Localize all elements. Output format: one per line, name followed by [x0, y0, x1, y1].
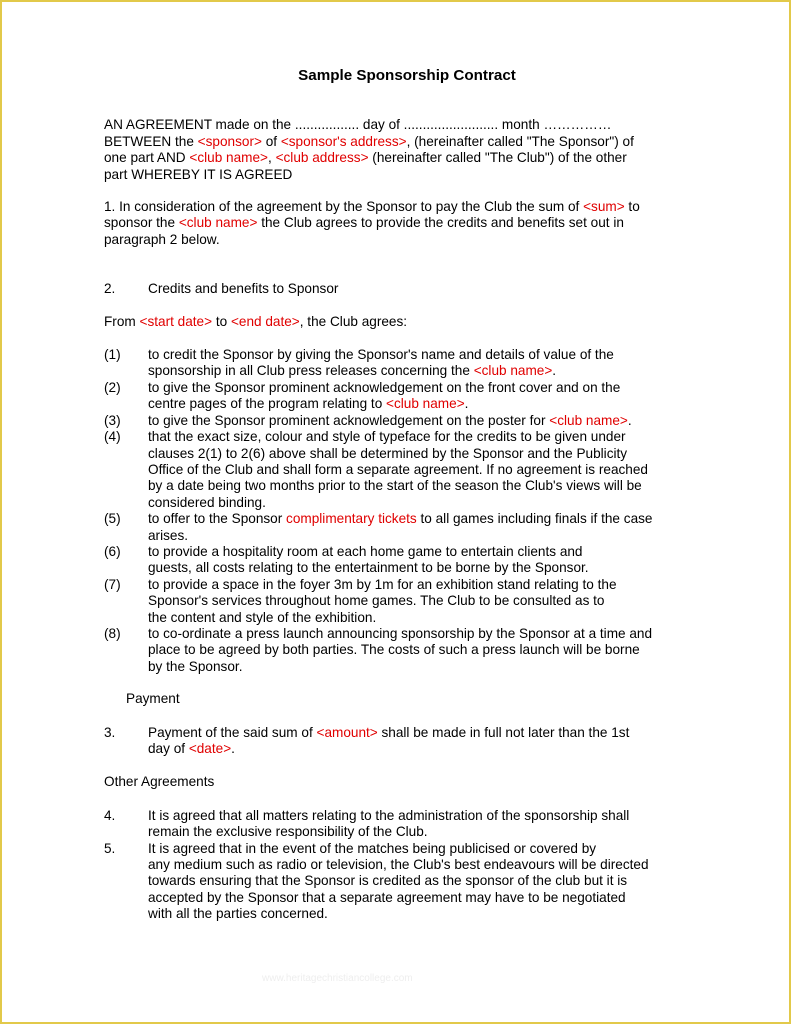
clause-text: . [231, 741, 235, 756]
intro-paragraph [104, 117, 704, 183]
payment-heading: Payment [126, 691, 180, 707]
clause-text: From [104, 313, 140, 329]
item-number: 5. [104, 840, 116, 856]
document-title: Sample Sponsorship Contract [298, 67, 516, 84]
item-line: Sponsor's services throughout home games. The Club to be consulted as to [148, 593, 605, 609]
clause-2-period [104, 314, 704, 330]
item-line: to provide a space in the foyer 3m by 1m for an exhibition stand relating to the [148, 576, 617, 592]
placeholder-date: <date> [188, 741, 232, 756]
item-line: the content and style of the exhibition. [148, 609, 377, 625]
item-text: to all games including finals if the case [416, 511, 653, 527]
intro-text: , [268, 150, 276, 166]
item-line: towards ensuring that the Sponsor is credited as the sponsor of the club but it is [148, 873, 628, 889]
placeholder-club-name: <club name> [189, 150, 268, 166]
list-item [104, 347, 704, 380]
clause-text: day of [148, 741, 189, 756]
item-number: 4. [104, 807, 116, 823]
list-item [104, 429, 704, 511]
item-line: considered binding. [148, 494, 266, 510]
clause-line [104, 199, 704, 215]
placeholder-club-name: <club name> [549, 412, 628, 428]
other-agreements-heading: Other Agreements [104, 774, 215, 790]
item-line: any medium such as radio or television, the Club's best endeavours will be directed [148, 857, 649, 873]
list-item [104, 841, 704, 923]
placeholder-sum: <sum> [583, 199, 625, 215]
intro-text: part WHEREBY IT IS AGREED [104, 166, 293, 182]
item-text: to offer to the Sponsor [148, 511, 287, 527]
intro-line [104, 150, 704, 166]
placeholder-sponsor-address: <sponsor's address> [280, 133, 407, 149]
intro-text: BETWEEN the [104, 133, 198, 149]
placeholder-complimentary-tickets: complimentary tickets [286, 511, 417, 527]
item-line: clauses 2(1) to 2(6) above shall be determined by the Sponsor and the Publicity [148, 445, 628, 461]
item-text: centre pages of the program relating to [148, 396, 387, 412]
item-line: place to be agreed by both parties. The costs of such a press launch will be borne [148, 642, 640, 658]
clause-1 [104, 199, 704, 248]
item-line [148, 396, 704, 412]
item-line: that the exact size, colour and style of typeface for the credits to be given under [148, 429, 626, 445]
list-item [104, 544, 704, 577]
item-line: arises. [148, 527, 189, 543]
item-text: sponsorship in all Club press releases concerning the [148, 363, 474, 379]
item-text: to give the Sponsor prominent acknowledgement on the poster for [148, 412, 550, 428]
item-number: (7) [104, 576, 121, 592]
item-number: (2) [104, 379, 121, 395]
item-line: guests, all costs relating to the entertainment to be borne by the Sponsor. [148, 560, 589, 576]
benefits-list [104, 347, 704, 675]
list-item [104, 626, 704, 675]
intro-text: , (hereinafter called "The Sponsor") of [406, 133, 634, 149]
item-line: to give the Sponsor prominent acknowledgement on the front cover and on the [148, 379, 621, 395]
clause-number: 2. [104, 281, 116, 297]
clause-text: the Club agrees to provide the credits and benefits set out in [257, 215, 624, 231]
item-number: (6) [104, 543, 121, 559]
item-line: by a date being two months prior to the start of the season the Club's views will be [148, 478, 642, 494]
intro-line [104, 117, 704, 133]
item-number: (8) [104, 625, 121, 641]
item-line [148, 363, 704, 379]
placeholder-club-name: <club name> [178, 215, 258, 231]
intro-text: of [261, 133, 281, 149]
intro-line [104, 134, 704, 150]
other-agreements-list [104, 808, 704, 923]
clause-text: 1. In consideration of the agreement by the Sponsor to pay the Club the sum of [104, 199, 584, 215]
clause-text: Payment of the said sum of [148, 724, 317, 740]
clause-text: , the Club agrees: [299, 313, 408, 329]
item-line: It is agreed that all matters relating to the administration of the sponsorship shall [148, 807, 630, 823]
item-number: (1) [104, 347, 121, 363]
item-number: (5) [104, 511, 121, 527]
item-line: by the Sponsor. [148, 658, 243, 674]
clause-text: to [212, 313, 231, 329]
clause-heading: Credits and benefits to Sponsor [148, 281, 339, 297]
clause-text: sponsor the [104, 215, 179, 231]
contract-document [104, 68, 704, 923]
list-item [104, 808, 704, 841]
placeholder-start-date: <start date> [139, 313, 213, 329]
placeholder-amount: <amount> [316, 724, 378, 740]
list-item [104, 413, 704, 429]
list-item [104, 380, 704, 413]
list-item [104, 511, 704, 544]
placeholder-sponsor: <sponsor> [197, 133, 262, 149]
item-line: to provide a hospitality room at each home game to entertain clients and [148, 543, 583, 559]
intro-text: (hereinafter called "The Club") of the other [368, 150, 627, 166]
placeholder-end-date: <end date> [230, 313, 300, 329]
item-text: . [552, 363, 557, 379]
item-line: Office of the Club and shall form a separate agreement. If no agreement is reached [148, 461, 648, 477]
item-text: . [464, 396, 469, 412]
item-number: (4) [104, 429, 121, 445]
clause-line [148, 725, 704, 741]
clause-text: paragraph 2 below. [104, 231, 220, 247]
item-line [148, 511, 704, 527]
clause-text: shall be made in full not later than the 1st [377, 724, 630, 740]
clause-line [104, 232, 704, 248]
item-line: accepted by the Sponsor that a separate agreement may have to be negotiated [148, 889, 626, 905]
item-line [148, 413, 704, 429]
item-text: . [627, 412, 632, 428]
item-line: remain the exclusive responsibility of the Club. [148, 824, 428, 840]
item-line: It is agreed that in the event of the matches being publicised or covered by [148, 840, 597, 856]
item-line: to credit the Sponsor by giving the Sponsor's name and details of value of the [148, 347, 614, 363]
item-number: (3) [104, 412, 121, 428]
clause-text: to [624, 199, 640, 215]
intro-text: one part AND [104, 150, 190, 166]
clause-2-heading [104, 281, 704, 297]
clause-line [104, 215, 704, 231]
placeholder-club-name: <club name> [386, 396, 465, 412]
intro-line [104, 167, 704, 183]
placeholder-club-address: <club address> [275, 150, 369, 166]
intro-text: AN AGREEMENT made on the ................. day of ......................... month …………… [104, 117, 612, 133]
item-line: with all the parties concerned. [148, 906, 328, 922]
list-item [104, 577, 704, 626]
watermark: www.heritagechristiancollege.com [262, 973, 413, 984]
placeholder-club-name: <club name> [473, 363, 553, 379]
item-line: to co-ordinate a press launch announcing sponsorship by the Sponsor at a time and [148, 625, 653, 641]
clause-number: 3. [104, 724, 116, 740]
clause-line [148, 741, 704, 757]
clause-3 [104, 725, 704, 758]
